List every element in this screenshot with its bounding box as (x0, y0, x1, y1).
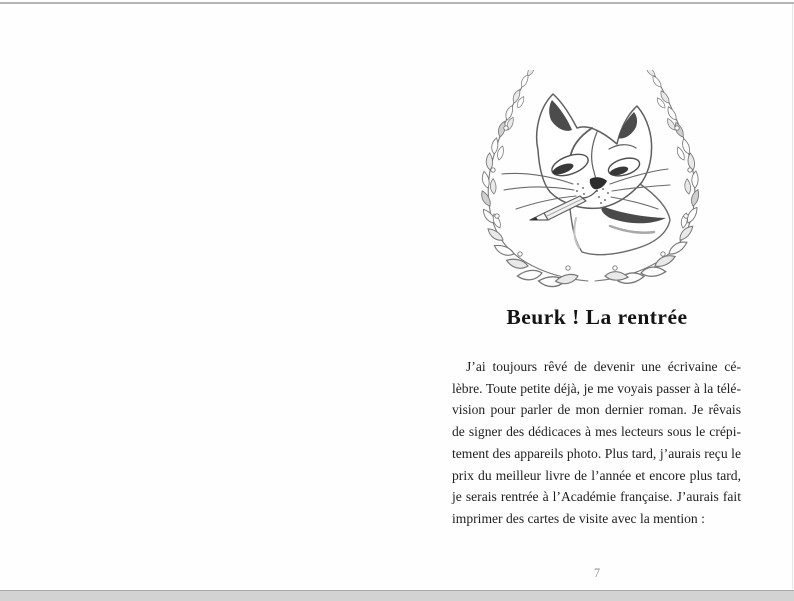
paragraph-line: prix du meilleur livre de l’année et encore plus tard, (452, 467, 741, 483)
paragraph-line: de signer des dédicaces à mes lecteurs sous le crépi- (452, 424, 741, 440)
paragraph-line: je serais rentrée à l’Académie française. J’aurais fait (452, 489, 741, 505)
paragraph-line: J’ai toujours rêvé de devenir une écrivaine cé- (466, 359, 741, 374)
paragraph-line: imprimer des cartes de visite avec la mention : (452, 510, 705, 526)
chapter-title: Beurk ! La rentrée (506, 305, 688, 329)
paragraph-line: lèbre. Toute petite déjà, je me voyais passer à la télé- (452, 380, 741, 396)
window-right-border (792, 4, 793, 589)
chapter-paragraph (452, 356, 741, 530)
left-page-blank (0, 4, 397, 590)
page-number: 7 (593, 566, 601, 580)
paragraph-line: vision pour parler de mon dernier roman. Je rêvais (452, 402, 741, 418)
paragraph-line: tement des appareils photo. Plus tard, j’aurais reçu le (452, 445, 741, 461)
window-bottom-bar (0, 590, 794, 601)
cat-pencil-laurel-illustration (470, 70, 704, 292)
